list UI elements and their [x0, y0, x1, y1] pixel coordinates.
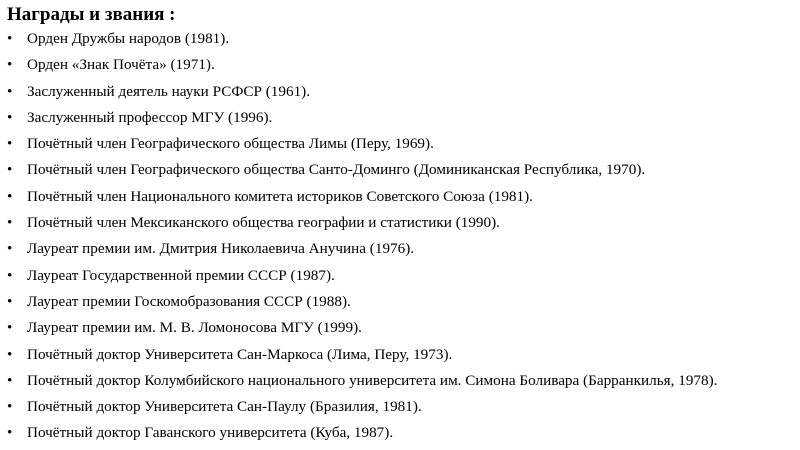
bullet-icon: • — [7, 187, 13, 205]
list-item — [7, 241, 800, 257]
award-text: Лауреат премии им. М. В. Ломоносова МГУ (1999). — [27, 319, 362, 337]
list-item — [7, 373, 800, 389]
bullet-icon: • — [7, 424, 13, 442]
bullet-icon: • — [7, 135, 13, 153]
list-item — [7, 268, 800, 284]
bullet-icon: • — [7, 371, 13, 389]
award-text: Лауреат премии Госкомобразования СССР (1988). — [27, 292, 351, 310]
awards-list — [7, 31, 800, 441]
list-item — [7, 347, 800, 363]
list-item — [7, 110, 800, 126]
award-text: Орден «Знак Почёта» (1971). — [27, 56, 215, 74]
list-item — [7, 162, 800, 178]
bullet-icon: • — [7, 398, 13, 416]
bullet-icon: • — [7, 108, 13, 126]
page-title: Награды и звания : — [7, 4, 176, 25]
bullet-icon: • — [7, 161, 13, 179]
list-item — [7, 320, 800, 336]
bullet-icon: • — [7, 266, 13, 284]
list-item — [7, 189, 800, 205]
bullet-icon: • — [7, 56, 13, 74]
award-text: Лауреат Государственной премии СССР (1987). — [27, 266, 335, 284]
award-text: Лауреат премии им. Дмитрия Николаевича Анучина (1976). — [27, 240, 415, 258]
list-item — [7, 425, 800, 441]
list-item — [7, 31, 800, 47]
list-item — [7, 294, 800, 310]
award-text: Почётный доктор Гаванского университета (Куба, 1987). — [27, 424, 394, 442]
bullet-icon: • — [7, 214, 13, 232]
bullet-icon: • — [7, 345, 13, 363]
award-text: Почётный член Мексиканского общества географии и статистики (1990). — [27, 214, 500, 232]
bullet-icon: • — [7, 319, 13, 337]
list-item — [7, 84, 800, 100]
award-text: Орден Дружбы народов (1981). — [27, 30, 230, 47]
award-text: Заслуженный профессор МГУ (1996). — [27, 108, 273, 126]
award-text: Почётный доктор Колумбийского национального университета им. Симона Боливара (Барранкилья, 1978). — [27, 371, 718, 389]
list-item — [7, 399, 800, 415]
award-text: Почётный доктор Университета Сан-Паулу (Бразилия, 1981). — [27, 398, 422, 416]
award-text: Почётный доктор Университета Сан-Маркоса (Лима, Перу, 1973). — [27, 345, 453, 363]
bullet-icon: • — [7, 30, 13, 47]
list-item — [7, 136, 800, 152]
award-text: Заслуженный деятель науки РСФСР (1961). — [27, 82, 311, 100]
list-item — [7, 57, 800, 73]
bullet-icon: • — [7, 240, 13, 258]
award-text: Почётный член Географического общества Лимы (Перу, 1969). — [27, 135, 434, 153]
bullet-icon: • — [7, 82, 13, 100]
bullet-icon: • — [7, 292, 13, 310]
award-text: Почётный член Географического общества Санто-Доминго (Доминиканская Республика, 1970). — [27, 161, 646, 179]
award-text: Почётный член Национального комитета историков Советского Союза (1981). — [27, 187, 533, 205]
list-item — [7, 215, 800, 231]
